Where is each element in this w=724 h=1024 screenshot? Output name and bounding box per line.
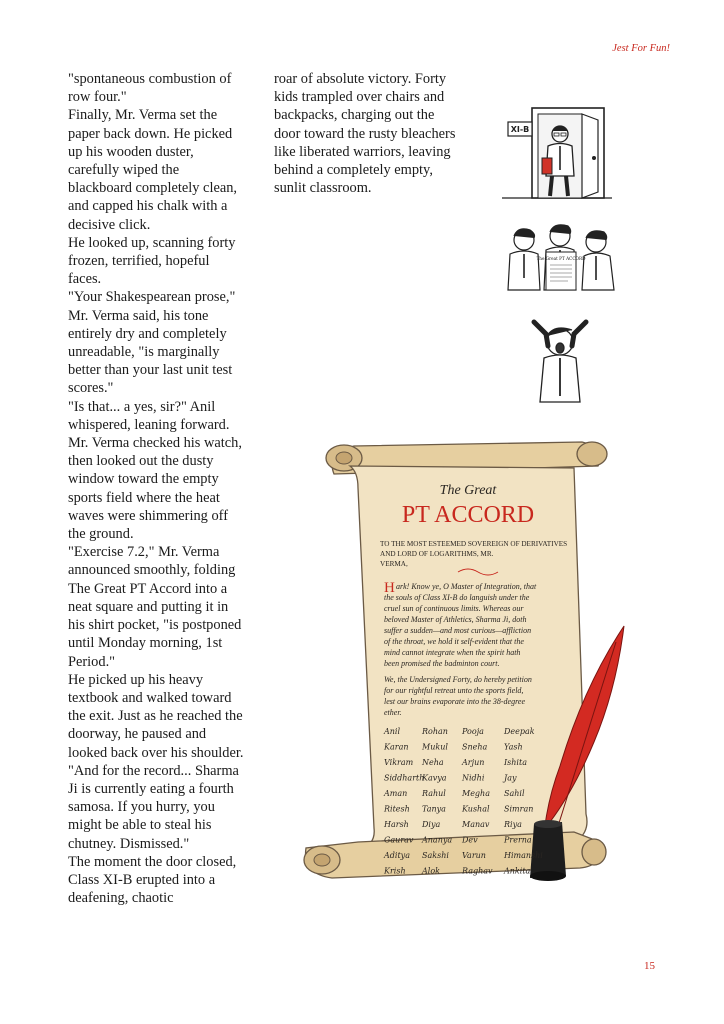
signature-name: Pooja [462,727,484,736]
section-tag: Jest For Fun! [612,43,670,54]
scroll-title-small: The Great [439,483,497,498]
body-paragraph: "spontaneous combustion of row four." [68,71,232,106]
left-text-column [68,70,246,907]
signature-name: Yash [504,742,523,752]
petition-paper-title: The Great PT ACCORD [536,256,586,261]
signature-name: Manav [462,820,490,829]
signature-name: Jay [504,773,517,783]
body-line: mind cannot integrate when the spirit hath [384,648,521,657]
body-line: the souls of Class XI-B do languish under the [384,593,530,602]
door-sign-text: XI-B [510,125,530,134]
signature-name: Himanshi [504,851,543,860]
right-text-column [274,70,456,197]
signature-name: Simran [504,804,534,814]
signature-name: Vikram [384,758,414,767]
panicked-student-illustration [510,316,610,404]
signature-name: Sakshi [422,851,449,860]
body-line: suffer a sudden—and most curious—affliction [384,626,532,635]
signature-name: Diya [422,820,441,829]
body-line: beloved Master of Athletics, Sharma Ji, doth [384,615,527,624]
address-line: AND LORD OF LOGARITHMS, MR. [380,550,494,558]
signature-name: Alok [422,866,440,876]
body-paragraph: "And for the record... Sharma Ji is currently eating a fourth samosa. If you hurry, you might be able to steal his chutney. Dismissed." [68,762,239,852]
signature-name: Deepak [504,727,535,736]
address-line: VERMA, [380,560,408,568]
body-paragraph: Mr. Verma checked his watch, then looked out the dusty window toward the empty sports field where the heat waves were shimmering off the ground. [68,435,242,543]
students-petition-illustration [496,224,624,292]
body-line: cruel sun of continuous limits. Whereas our [384,604,524,613]
signature-name: Rohan [422,727,448,736]
body-line: ark! Know ye, O Master of Integration, that [396,582,537,591]
petition-line: ether. [384,708,402,717]
signature-name: Megha [462,789,490,798]
body-paragraph: "Is that... a yes, sir?" Anil whispered, leaning forward. [68,398,230,433]
body-paragraph: "Exercise 7.2," Mr. Verma announced smoothly, folding The Great PT Accord into a neat square and putting it in his shirt pocket, "is postponed until Monday morning, 1st Period." [68,544,242,670]
signature-name: Tanya [422,804,446,814]
page-number: 15 [644,960,655,972]
body-paragraph: He looked up, scanning forty frozen, terrified, hopeful faces. [68,234,236,288]
signature-name: Arjun [462,758,485,767]
signature-name: Karan [384,742,409,752]
petition-line: for our rightful retreat unto the sports field, [384,686,524,695]
pt-accord-scroll [298,428,628,898]
body-line: been promised the badminton court. [384,659,500,668]
signature-name: Ritesh [384,804,410,814]
drop-cap: H [384,580,395,596]
signature-name: Ankita [504,866,531,876]
body-paragraph: roar of absolute victory. Forty kids trampled over chairs and backpacks, charging out the door toward the rusty bleachers like liberated warriors, leaving behind a completely empty, sunlit classroom. [274,71,456,197]
signature-name: Gaurav [384,835,414,845]
signature-name: Anil [384,727,401,736]
body-paragraph: Finally, Mr. Verma set the paper back down. He picked up his wooden duster, carefully wiped the blackboard completely clean, and capped his chalk with a decisive click. [68,107,238,233]
signature-name: Ananya [422,835,453,845]
petition-line: We, the Undersigned Forty, do hereby petition [384,675,532,684]
teacher-leaving-illustration [502,100,612,200]
signature-name: Dev [462,835,478,845]
signature-name: Sahil [504,789,525,798]
body-paragraph: He picked up his heavy textbook and walked toward the exit. Just as he reached the doorway, he paused and looked back over his shoulder. [68,671,244,761]
signature-name: Rahul [422,789,446,798]
signature-name: Harsh [384,820,409,829]
signature-name: Kushal [462,804,490,814]
scroll-title-large: PT ACCORD [401,502,535,528]
body-paragraph: The moment the door closed, Class XI-B erupted into a deafening, chaotic [68,853,237,907]
body-line: of the throat, we hold it self-evident that the [384,637,524,646]
petition-line: lest our brains evaporate into the 38-degree [384,697,526,706]
signature-name: Varun [462,851,486,860]
signature-name: Nidhi [462,773,485,783]
signature-name: Raghav [462,866,493,876]
signature-name: Neha [422,758,444,767]
signature-name: Aman [384,789,408,798]
signature-name: Mukul [422,742,448,752]
signature-name: Prerna [504,835,532,845]
body-paragraph: "Your Shakespearean prose," Mr. Verma said, his tone entirely dry and completely unreadable, "is marginally better than your last unit test scores." [68,289,236,397]
signature-name: Sneha [462,742,488,752]
signature-name: Ishita [504,758,527,767]
scroll-body [384,580,537,717]
signature-name: Kavya [422,773,447,783]
signature-name: Siddharth [384,773,425,783]
signature-name: Krish [384,866,406,876]
address-line: TO THE MOST ESTEEMED SOVEREIGN OF DERIVATIVES [380,540,568,548]
signature-name: Riya [504,820,522,829]
signature-name: Aditya [384,851,410,860]
